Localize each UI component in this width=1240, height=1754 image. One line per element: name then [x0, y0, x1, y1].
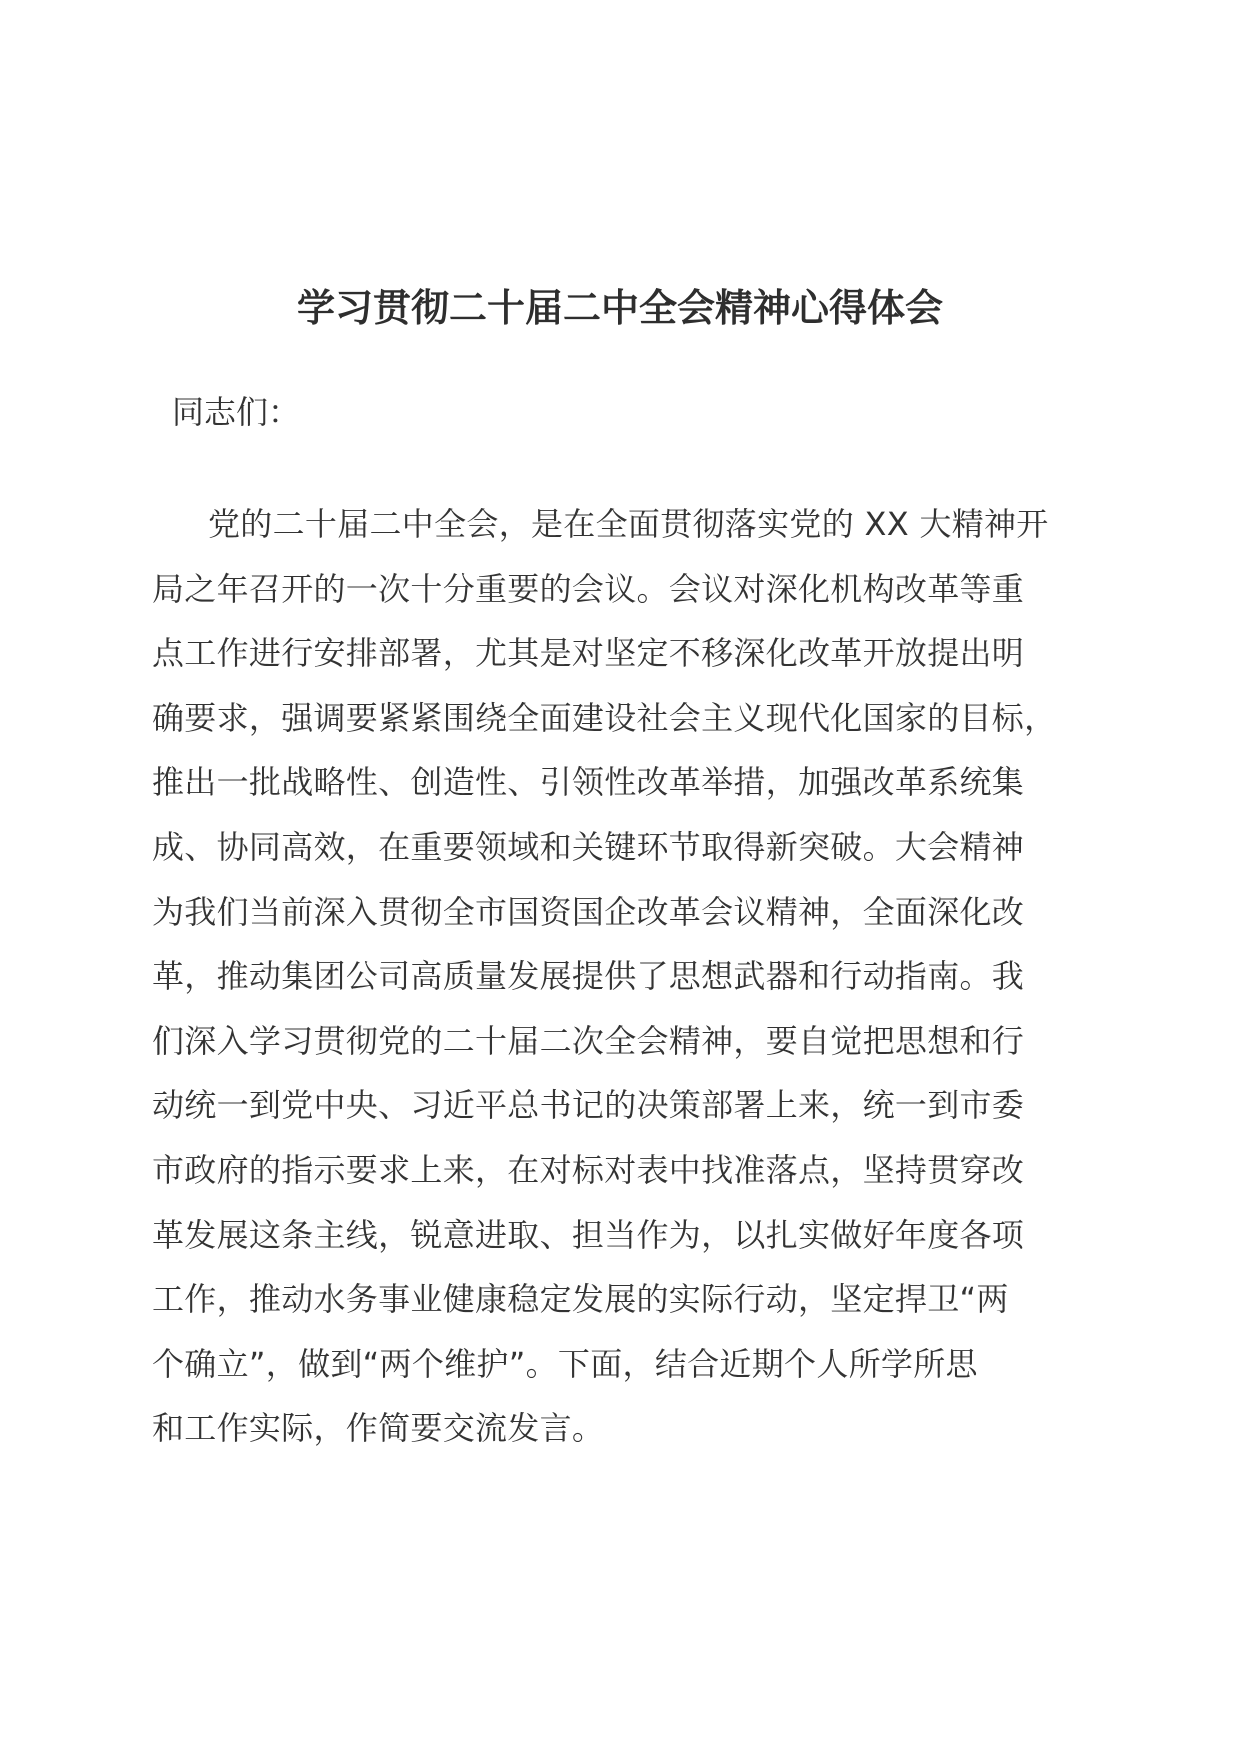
document-title: 学习贯彻二十届二中全会精神心得体会 [296, 286, 943, 330]
salutation: 同志们： [172, 393, 301, 431]
paragraph-line: 革，推动集团公司高质量发展提供了思想武器和行动指南。我 [152, 957, 1025, 996]
paragraph-line: 成、协同高效，在重要领域和关键环节取得新突破。大会精神 [152, 827, 1025, 866]
paragraph-line: 和工作实际，作简要交流发言。 [152, 1409, 605, 1448]
paragraph-line: 工作，推动水务事业健康稳定发展的实际行动，坚定捍卫“两 [152, 1280, 1009, 1319]
paragraph-line: 点工作进行安排部署，尤其是对坚定不移深化改革开放提出明 [152, 634, 1025, 673]
body-paragraph [152, 492, 1072, 1461]
paragraph-line: 市政府的指示要求上来，在对标对表中找准落点，坚持贯穿改 [152, 1150, 1025, 1189]
paragraph-line: 们深入学习贯彻党的二十届二次全会精神，要自觉把思想和行 [152, 1021, 1025, 1060]
paragraph-line: 革发展这条主线，锐意进取、担当作为，以扎实做好年度各项 [152, 1215, 1025, 1254]
paragraph-line: 党的二十届二中全会，是在全面贯彻落实党的 XX 大精神开 [208, 505, 1049, 543]
paragraph-line: 局之年召开的一次十分重要的会议。会议对深化机构改革等重 [152, 569, 1025, 608]
paragraph-line: 动统一到党中央、习近平总书记的决策部署上来，统一到市委 [152, 1086, 1025, 1125]
paragraph-line: 个确立”，做到“两个维护”。下面，结合近期个人所学所思 [152, 1344, 978, 1383]
paragraph-line: 为我们当前深入贯彻全市国资国企改革会议精神，全面深化改 [152, 892, 1025, 931]
paragraph-line: 确要求，强调要紧紧围绕全面建设社会主义现代化国家的目标， [152, 698, 1057, 737]
paragraph-line: 推出一批战略性、创造性、引领性改革举措，加强改革系统集 [152, 763, 1025, 802]
